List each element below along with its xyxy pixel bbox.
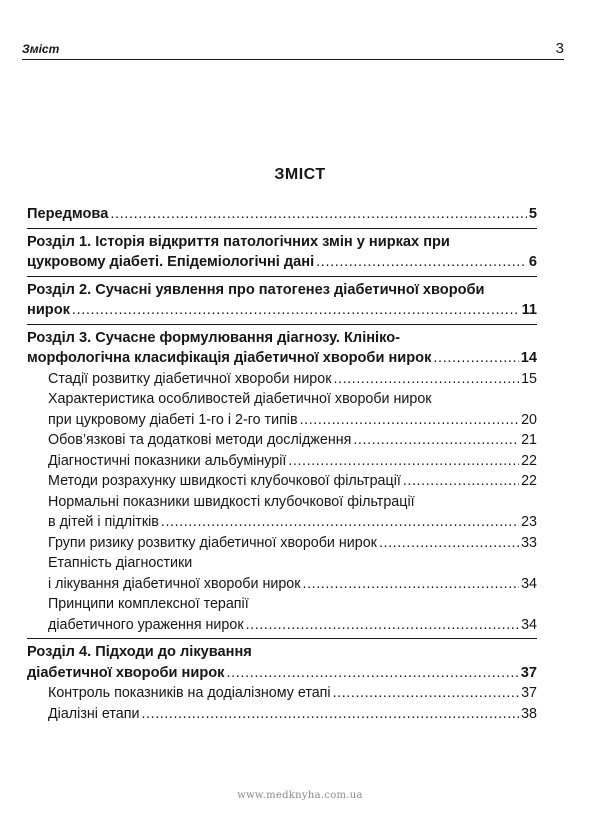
toc-section-entry[interactable] (27, 204, 537, 225)
toc-section-entry[interactable] (27, 232, 537, 273)
toc-page-number: 15 (521, 370, 537, 387)
toc-entry-line (48, 704, 537, 725)
page-number: 3 (555, 40, 564, 57)
section-divider (27, 638, 537, 639)
toc-entry-line (48, 369, 537, 390)
toc-page-number: 33 (521, 534, 537, 551)
toc-entry-title: Передмова (27, 206, 109, 222)
toc-page-number: 22 (521, 452, 537, 469)
toc-subsection-entry[interactable] (27, 451, 537, 472)
toc-subsection-entry[interactable] (27, 553, 537, 594)
toc-page-number: 14 (520, 350, 537, 366)
toc-entry-line (48, 615, 537, 636)
toc-entry-title: діабетичного ураження нирок (48, 616, 244, 633)
toc-entry-title: Принципи комплексної терапії (48, 596, 249, 612)
toc-subsection-entry[interactable] (27, 471, 537, 492)
toc-entry-line (48, 492, 537, 513)
toc-page-number: 22 (521, 473, 537, 489)
toc-page-number: 37 (521, 685, 537, 701)
toc-entry-title: нирок (27, 302, 70, 318)
dot-leader (161, 512, 519, 533)
toc-subsection-entry[interactable] (27, 704, 537, 725)
toc-subsection-entry[interactable] (27, 389, 537, 430)
toc-subsection-entry[interactable] (27, 683, 537, 704)
toc-entry-line (48, 389, 537, 410)
dot-leader (403, 471, 519, 492)
dot-leader (246, 615, 520, 636)
toc-entry-line (48, 683, 537, 704)
toc-entry-title: в дітей і підлітків (48, 514, 159, 530)
toc-subsection-entry[interactable] (27, 369, 537, 390)
toc-page-number: 34 (521, 616, 537, 633)
toc-section-entry[interactable] (27, 328, 537, 369)
toc-subsection-entry[interactable] (27, 492, 537, 533)
toc-entry-title: Стадії розвитку діабетичної хвороби нирок (48, 370, 332, 387)
toc-entry-title: Розділ 1. Історія відкриття патологічних змін у нирках при (27, 233, 450, 250)
toc-page-number: 37 (520, 664, 537, 681)
toc-page-number: 6 (528, 254, 537, 270)
toc-entry-line (48, 553, 537, 574)
dot-leader (379, 533, 519, 554)
toc-entry-line (48, 512, 537, 533)
toc-entry-line (48, 533, 537, 554)
toc-entry-title: Розділ 3. Сучасне формулювання діагнозу. Клініко- (27, 329, 401, 346)
toc-page-number: 38 (521, 705, 537, 722)
dot-leader (333, 369, 519, 390)
running-header (22, 41, 564, 60)
toc-entry-title: Розділ 2. Сучасні уявлення про патогенез діабетичної хвороби (27, 281, 485, 298)
toc-entry-line (48, 471, 537, 492)
dot-leader (316, 252, 527, 273)
toc-entry-line (27, 252, 537, 273)
dot-leader (333, 683, 520, 704)
toc-page-number: 34 (521, 575, 537, 592)
toc-entry-line (27, 663, 537, 684)
toc-entry-line (48, 430, 537, 451)
dot-leader (353, 430, 519, 451)
toc-entry-line (27, 232, 537, 253)
toc-entry-title: Етапність діагностики (48, 555, 193, 571)
section-divider (27, 228, 537, 229)
toc-entry-title: Діагностичні показники альбумінурії (48, 452, 287, 469)
toc-entry-title: Діалізні етапи (48, 705, 140, 722)
footer-url: www.medknyha.com.ua (237, 790, 363, 801)
toc-entry-title: Контроль показників на додіалізному етапі (48, 685, 331, 701)
toc-section-entry[interactable] (27, 642, 537, 683)
toc-entry-line (27, 300, 537, 321)
toc-entry-line (27, 348, 537, 369)
toc-page-number: 23 (521, 514, 537, 530)
table-of-contents (27, 204, 537, 724)
dot-leader (141, 704, 519, 725)
dot-leader (110, 204, 527, 225)
toc-subsection-entry[interactable] (27, 533, 537, 554)
running-title: Зміст (22, 42, 60, 56)
toc-section-entry[interactable] (27, 280, 537, 321)
dot-leader (288, 451, 519, 472)
dot-leader (72, 300, 520, 321)
toc-entry-line (48, 574, 537, 595)
toc-entry-title: і лікування діабетичної хвороби нирок (48, 575, 301, 592)
section-divider (27, 324, 537, 325)
toc-entry-line (27, 280, 537, 301)
toc-entry-title: Групи ризику розвитку діабетичної хвороби нирок (48, 534, 377, 551)
toc-entry-line (48, 451, 537, 472)
toc-page-number: 5 (528, 206, 537, 222)
toc-entry-line (27, 642, 537, 663)
toc-entry-title: Обов’язкові та додаткові методи дослідження (48, 432, 352, 448)
dot-leader (303, 574, 520, 595)
dot-leader (433, 348, 518, 369)
toc-entry-title: Нормальні показники швидкості клубочкової фільтрації (48, 493, 415, 510)
section-divider (27, 276, 537, 277)
toc-entry-line (48, 410, 537, 431)
toc-page-number: 21 (521, 432, 537, 448)
toc-entry-line (27, 204, 537, 225)
dot-leader (226, 663, 518, 684)
toc-entry-title: морфологічна класифікація діабетичної хвороби нирок (27, 350, 432, 366)
dot-leader (300, 410, 520, 431)
toc-subsection-entry[interactable] (27, 594, 537, 635)
toc-subsection-entry[interactable] (27, 430, 537, 451)
toc-entry-title: Методи розрахунку швидкості клубочкової фільтрації (48, 473, 401, 489)
toc-entry-line (27, 328, 537, 349)
toc-page-number: 11 (521, 302, 537, 318)
toc-entry-title: при цукровому діабеті 1-го і 2-го типів (48, 411, 298, 428)
toc-heading: ЗМІСТ (274, 166, 326, 183)
toc-entry-title: цукровому діабеті. Епідеміологічні дані (27, 254, 315, 270)
toc-entry-line (48, 594, 537, 615)
toc-entry-title: Характеристика особливостей діабетичної хвороби нирок (48, 391, 432, 407)
toc-entry-title: діабетичної хвороби нирок (27, 664, 225, 681)
toc-entry-title: Розділ 4. Підходи до лікування (27, 644, 252, 660)
toc-page-number: 20 (521, 411, 537, 428)
